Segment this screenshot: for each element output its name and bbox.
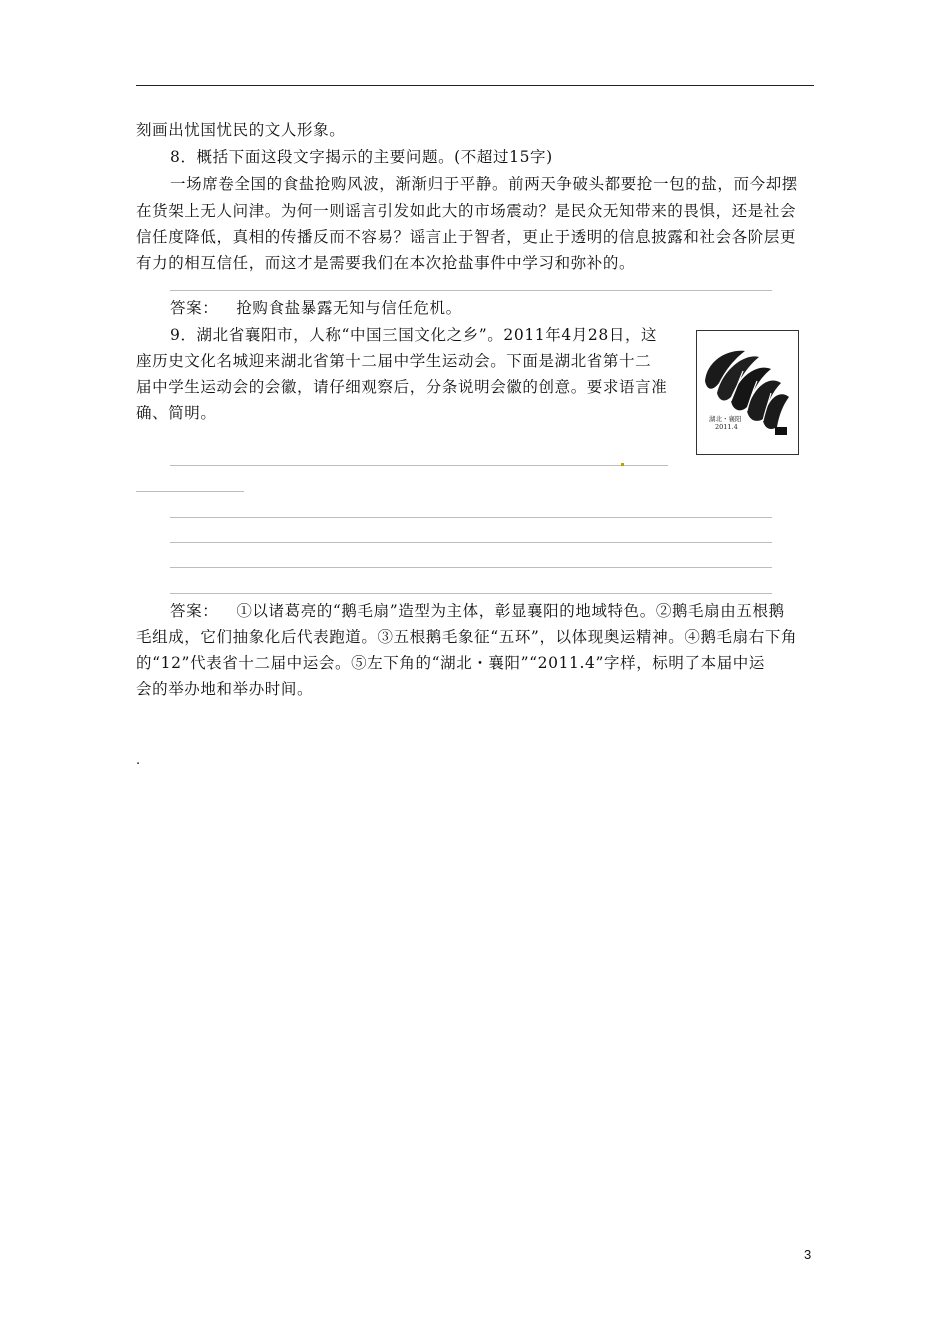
page-number: 3	[804, 1247, 812, 1262]
question-9-answer-line: 毛组成，它们抽象化后代表跑道。③五根鹅毛象征“五环”，以体现奥运精神。④鹅毛扇右下角	[136, 628, 798, 646]
answer-blank-line[interactable]	[170, 465, 668, 466]
answer-blank-line[interactable]	[170, 290, 772, 291]
question-9-answer-line	[170, 601, 785, 621]
question-8-passage-line: 有力的相互信任，而这才是需要我们在本次抢盐事件中学习和弥补的。	[136, 254, 636, 272]
answer-label: 答案：	[170, 602, 219, 620]
stray-period: .	[136, 753, 141, 768]
answer-blank-line[interactable]	[170, 593, 772, 594]
question-8-prompt: 8．概括下面这段文字揭示的主要问题。(不超过15字)	[170, 148, 553, 166]
header-rule	[136, 85, 814, 86]
question-9-answer-line: 的“12”代表省十二届中运会。⑤左下角的“湖北・襄阳”“2011.4”字样，标明了本届中运	[136, 654, 766, 672]
feather-fan-icon	[697, 331, 797, 453]
question-9-prompt-line: 确、简明。	[136, 404, 217, 422]
ink-speck	[621, 463, 624, 466]
question-8-passage-line: 在货架上无人问津。为何一则谣言引发如此大的市场震动？是民众无知带来的畏惧，还是社会	[136, 202, 797, 220]
answer-blank-line[interactable]	[136, 491, 244, 492]
emblem-caption-place: 湖北・襄阳	[709, 415, 742, 423]
answer-text: 抢购食盐暴露无知与信任危机。	[236, 299, 462, 317]
games-emblem	[696, 330, 799, 455]
question-9-answer-line: 会的举办地和举办时间。	[136, 680, 314, 698]
answer-label: 答案：	[170, 299, 219, 317]
question-8-passage-line: 信任度降低，真相的传播反而不容易？谣言止于智者，更止于透明的信息披露和社会各阶层更	[136, 228, 797, 246]
answer-blank-line[interactable]	[170, 517, 772, 518]
question-9-prompt-line: 座历史文化名城迎来湖北省第十二届中学生运动会。下面是湖北省第十二	[136, 352, 652, 370]
answer-blank-line[interactable]	[170, 542, 772, 543]
answer-text: ①以诸葛亮的“鹅毛扇”造型为主体，彰显襄阳的地域特色。②鹅毛扇由五根鹅	[236, 602, 785, 620]
question-8-answer	[170, 298, 462, 318]
prev-item-tail: 刻画出忧国忧民的文人形象。	[136, 121, 346, 139]
question-9-prompt-line: 9．湖北省襄阳市，人称“中国三国文化之乡”。2011年4月28日，这	[170, 326, 658, 344]
answer-blank-line[interactable]	[170, 567, 772, 568]
emblem-caption-date: 2011.4	[715, 423, 738, 431]
question-9-prompt-line: 届中学生运动会的会徽，请仔细观察后，分条说明会徽的创意。要求语言准	[136, 378, 668, 396]
question-8-passage-line: 一场席卷全国的食盐抢购风波，渐渐归于平静。前两天争破头都要抢一包的盐，而今却摆	[170, 175, 798, 193]
